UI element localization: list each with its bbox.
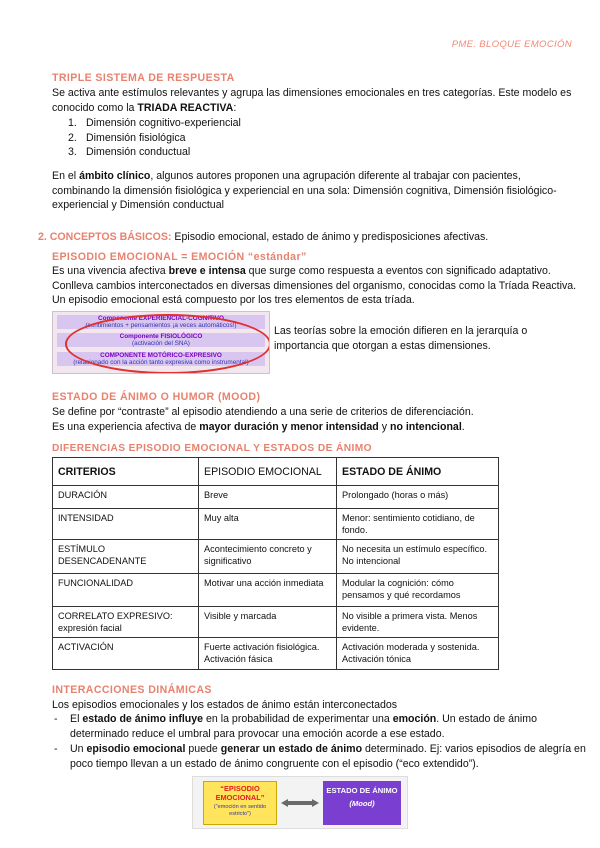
table-row: DURACIÓN Breve Prolongado (horas o más) bbox=[53, 486, 499, 509]
column-header: CRITERIOS bbox=[53, 458, 199, 486]
triada-reactiva: TRIADA REACTIVA bbox=[137, 101, 234, 114]
running-header: PME. BLOQUE EMOCIÓN bbox=[451, 39, 572, 50]
table-row: ACTIVACIÓN Fuerte activación fisiológica. Activación fásica Activación moderada y sostenida. Activación tónica bbox=[53, 638, 499, 670]
estado-box: ESTADO DE ÁNIMO (Mood) bbox=[323, 781, 401, 825]
list-item: 3. Dimensión conductual bbox=[68, 146, 191, 159]
triple-heading: TRIPLE SISTEMA DE RESPUESTA bbox=[52, 72, 235, 84]
list-item: - El estado de ánimo influye en la probabilidad de experimentar una emoción. Un estado de ánimo determinado reduce el umbral para provocar una emoción acorde a ese estado. bbox=[54, 713, 537, 740]
differences-table bbox=[52, 457, 499, 670]
red-ellipse bbox=[65, 314, 270, 374]
episodio-paragraph: Es una vivencia afectiva breve e intensa que surge como respuesta a eventos con significado adaptativo. Conlleva cambios interconectados en diversas dimensiones del organismo, conocidas como la Tríada Reactiva. Un episodio emocional está compuesto por los tres elementos de esta tríada. bbox=[52, 265, 577, 307]
diferencias-heading: DIFERENCIAS EPISODIO EMOCIONAL Y ESTADOS DE ÁNIMO bbox=[52, 443, 372, 454]
dimension-list bbox=[68, 116, 241, 160]
double-arrow-icon bbox=[281, 799, 319, 807]
interacciones-heading: INTERACCIONES DINÁMICAS bbox=[52, 684, 212, 696]
table-row: CORRELATO EXPRESIVO: expresión facial Visible y marcada No visible a primera vista. Menos evidente. bbox=[53, 607, 499, 638]
interaction-figure bbox=[192, 776, 408, 829]
column-header: ESTADO DE ÁNIMO bbox=[337, 458, 499, 486]
episodio-box: “EPISODIO EMOCIONAL” (“emoción en sentido estricto”) bbox=[203, 781, 277, 825]
conceptos-line: 2. CONCEPTOS BÁSICOS: Episodio emocional, estado de ánimo y predisposiciones afectivas. bbox=[38, 231, 489, 243]
clinical-paragraph: En el ámbito clínico, algunos autores proponen una agrupación diferente al trabajar con pacientes, combinando la dimensión fisiológica y experiencial en una sola: Dimensión cognitiva, Dimensión fisiológico-experiencial y Dimensión conductual bbox=[52, 170, 557, 212]
interacciones-list bbox=[52, 712, 597, 771]
estado-line-2: Es una experiencia afectiva de mayor duración y menor intensidad y no intencional. bbox=[52, 421, 465, 433]
table-row: FUNCIONALIDAD Motivar una acción inmediata Modular la cognición: cómo pensamos y qué recordamos bbox=[53, 574, 499, 607]
conceptos-heading: 2. CONCEPTOS BÁSICOS: bbox=[38, 231, 172, 243]
list-item: 1. Dimensión cognitivo-experiencial bbox=[68, 117, 241, 129]
column-header: EPISODIO EMOCIONAL bbox=[199, 458, 337, 486]
triada-figure: Componente EXPERIENCIAL-COGNITIVO (sentimientos + pensamientos ¡a veces automáticos!) Componente FISIOLÓGICO (activación del SNA) COMPONENTE MOTÓRICO-EXPRESIVO (relacionado con la acción tanto expresiva como instrumental) bbox=[52, 311, 270, 374]
triple-paragraph: Se activa ante estímulos relevantes y agrupa las dimensiones emocionales en tres categorías. Este modelo es conocido como la TRIADA REACTIVA: bbox=[52, 87, 572, 114]
estado-line-1: Se define por “contraste” al episodio atendiendo a una serie de criterios de diferenciación. bbox=[52, 406, 474, 418]
episodio-heading: EPISODIO EMOCIONAL = EMOCIÓN “estándar” bbox=[52, 251, 307, 263]
table-row: INTENSIDAD Muy alta Menor: sentimiento cotidiano, de fondo. bbox=[53, 509, 499, 540]
list-item: - Un episodio emocional puede generar un estado de ánimo determinado. Ej: varios episodios de alegría en poco tiempo llevan a un estado de ánimo congruente con el episodio (“eco extendido”). bbox=[54, 743, 586, 770]
interacciones-intro: Los episodios emocionales y los estados de ánimo están interconectados bbox=[52, 699, 398, 711]
episodio-side-text: Las teorías sobre la emoción difieren en la jerarquía o importancia que otorgan a estas dimensiones. bbox=[274, 325, 528, 352]
list-item: 2. Dimensión fisiológica bbox=[68, 131, 186, 144]
table-header-row bbox=[53, 458, 499, 486]
estado-heading: ESTADO DE ÁNIMO O HUMOR (MOOD) bbox=[52, 391, 261, 403]
table-row: ESTÍMULO DESENCADENANTE Acontecimiento concreto y significativo No necesita un estímulo específico. No intencional bbox=[53, 540, 499, 574]
